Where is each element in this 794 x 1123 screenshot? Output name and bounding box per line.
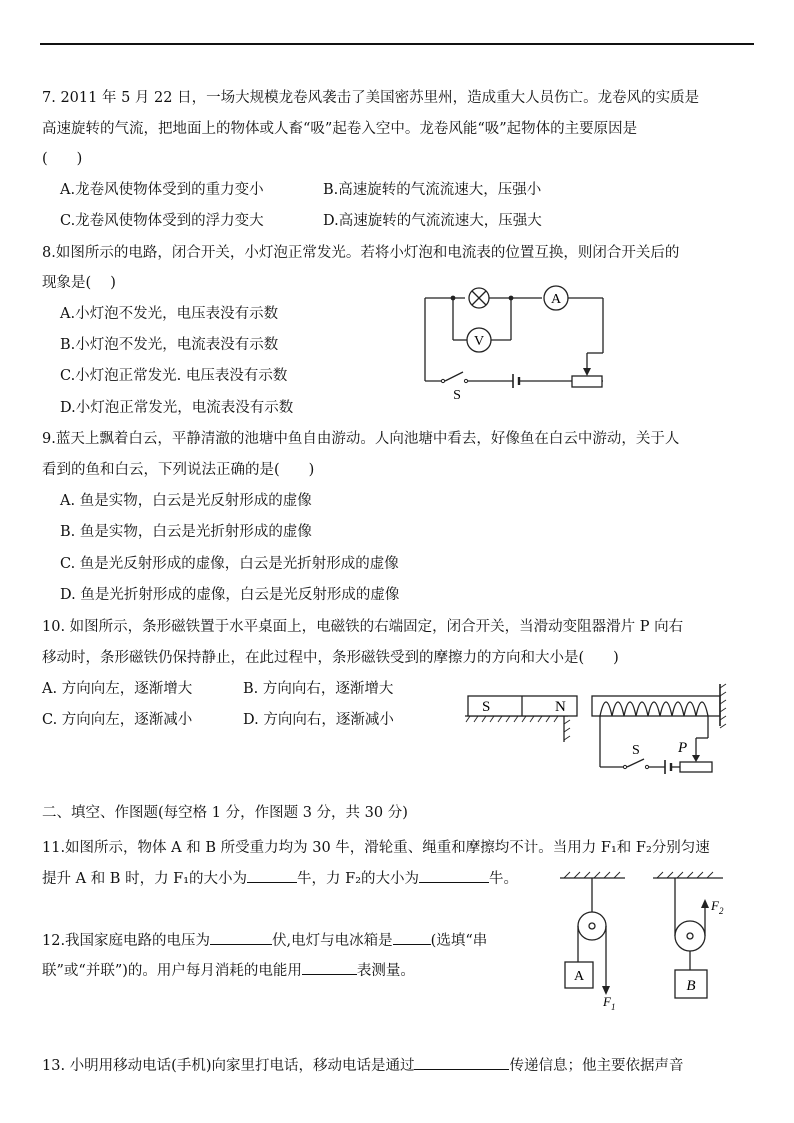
- fixed-pulley: [578, 912, 606, 940]
- q8-option-c: C.小灯泡正常发光. 电压表没有示数: [60, 368, 288, 384]
- q9-option-a: A. 鱼是实物，白云是光反射形成的虚像: [60, 493, 312, 509]
- q12-text-b: 伏,电灯与电冰箱是: [272, 933, 393, 949]
- magnet-south-label: S: [482, 699, 491, 715]
- q10-option-d: D. 方向向右，逐渐减小: [243, 712, 394, 728]
- q11-pulley-diagram: [555, 872, 745, 1012]
- q7-line-3: ( ): [42, 151, 83, 167]
- q7-option-d: D.高速旋转的气流流速大，压强大: [323, 213, 542, 229]
- magnet-north-label: N: [555, 699, 566, 715]
- q11-text-c: 牛。: [489, 871, 519, 887]
- q13-text-b: 传递信息；他主要依据声音: [509, 1058, 684, 1074]
- q8-line-1: 8.如图所示的电路，闭合开关，小灯泡正常发光。若将小灯泡和电流表的位置互换，则闭合开关后的: [42, 245, 680, 261]
- q11-line-2: [42, 868, 518, 889]
- q10-line-2: 移动时，条形磁铁仍保持静止，在此过程中，条形磁铁受到的摩擦力的方向和大小是( ): [42, 650, 619, 666]
- q8-option-a: A.小灯泡不发光，电压表没有示数: [60, 306, 279, 322]
- q12-text-c: (选填“串: [430, 933, 488, 949]
- switch-label: S: [453, 388, 461, 403]
- block-b-label: B: [686, 978, 696, 994]
- f1-label: $F_1$: [603, 994, 616, 1012]
- q10-option-c: C. 方向向左，逐渐减小: [42, 712, 193, 728]
- q8-option-d: D.小灯泡正常发光，电流表没有示数: [60, 400, 294, 416]
- q13-blank-medium[interactable]: [414, 1055, 509, 1070]
- q11-text-b: 牛，力 F₂的大小为: [297, 871, 420, 887]
- q12-text-a: 12.我国家庭电路的电压为: [42, 933, 211, 949]
- q10-switch-label: S: [632, 743, 640, 758]
- q7-option-b: B.高速旋转的气流流速大，压强小: [323, 182, 542, 198]
- q9-line-2: 看到的鱼和白云，下列说法正确的是( ): [42, 462, 315, 478]
- q9-option-b: B. 鱼是实物，白云是光折射形成的虚像: [60, 524, 312, 540]
- q10-option-a: A. 方向向左，逐渐增大: [42, 681, 193, 697]
- section-2-title: 二、填空、作图题(每空格 1 分，作图题 3 分，共 30 分): [42, 805, 408, 821]
- q11-text-a: 提升 A 和 B 时，力 F₁的大小为: [42, 871, 248, 887]
- q10-option-b: B. 方向向右，逐渐增大: [243, 681, 394, 697]
- q13-line-1: [42, 1055, 683, 1076]
- voltmeter-label: V: [473, 334, 485, 349]
- ammeter-label: A: [550, 292, 562, 307]
- q12-line-1: [42, 930, 487, 951]
- rheostat-symbol: [572, 376, 602, 387]
- switch-symbol: [445, 372, 463, 381]
- f2-label: $F_2$: [711, 898, 724, 916]
- movable-pulley: [675, 921, 705, 951]
- header-rule: [40, 43, 754, 45]
- q11-blank-f2[interactable]: [419, 868, 489, 883]
- q10-electromagnet-diagram: [460, 682, 735, 777]
- q11-blank-f1[interactable]: [247, 868, 297, 883]
- q10-line-1: 10. 如图所示，条形磁铁置于水平桌面上，电磁铁的右端固定，闭合开关，当滑动变阻器滑片 P 向右: [42, 619, 684, 635]
- q13-text-a: 13. 小明用移动电话(手机)向家里打电话，移动电话是通过: [42, 1058, 415, 1074]
- q9-line-1: 9.蓝天上飘着白云，平静清澈的池塘中鱼自由游动。人向池塘中看去，好像鱼在白云中游动，关于人: [42, 431, 680, 447]
- q8-line-2: 现象是( ): [42, 275, 116, 291]
- q9-option-d: D. 鱼是光折射形成的虚像，白云是光反射形成的虚像: [60, 587, 400, 603]
- q8-option-b: B.小灯泡不发光，电流表没有示数: [60, 337, 279, 353]
- q7-option-a: A.龙卷风使物体受到的重力变小: [60, 182, 264, 198]
- block-a-label: A: [573, 969, 585, 984]
- q12-text-d: 联”或“并联”)的。用户每月消耗的电能用: [42, 963, 302, 979]
- q12-blank-connection[interactable]: [393, 930, 431, 945]
- q12-blank-meter[interactable]: [302, 960, 357, 975]
- q12-line-2: [42, 960, 415, 981]
- q8-circuit-diagram: [415, 283, 615, 403]
- q9-option-c: C. 鱼是光反射形成的虚像，白云是光折射形成的虚像: [60, 556, 399, 572]
- q7-line-2: 高速旋转的气流，把地面上的物体或人畜“吸”起卷入空中。龙卷风能“吸”起物体的主要原因是: [42, 121, 638, 137]
- q7-option-c: C.龙卷风使物体受到的浮力变大: [60, 213, 264, 229]
- q10-switch-symbol: [627, 759, 644, 767]
- q10-rheostat: [680, 762, 712, 772]
- q12-text-e: 表测量。: [356, 963, 415, 979]
- q12-blank-voltage[interactable]: [210, 930, 272, 945]
- q7-line-1: 7. 2011 年 5 月 22 日，一场大规模龙卷风袭击了美国密苏里州，造成重大人员伤亡。龙卷风的实质是: [42, 90, 700, 106]
- slider-label: P: [678, 740, 688, 756]
- q11-line-1: 11.如图所示，物体 A 和 B 所受重力均为 30 牛，滑轮重、绳重和摩擦均不计。当用力 F₁和 F₂分别匀速: [42, 840, 710, 856]
